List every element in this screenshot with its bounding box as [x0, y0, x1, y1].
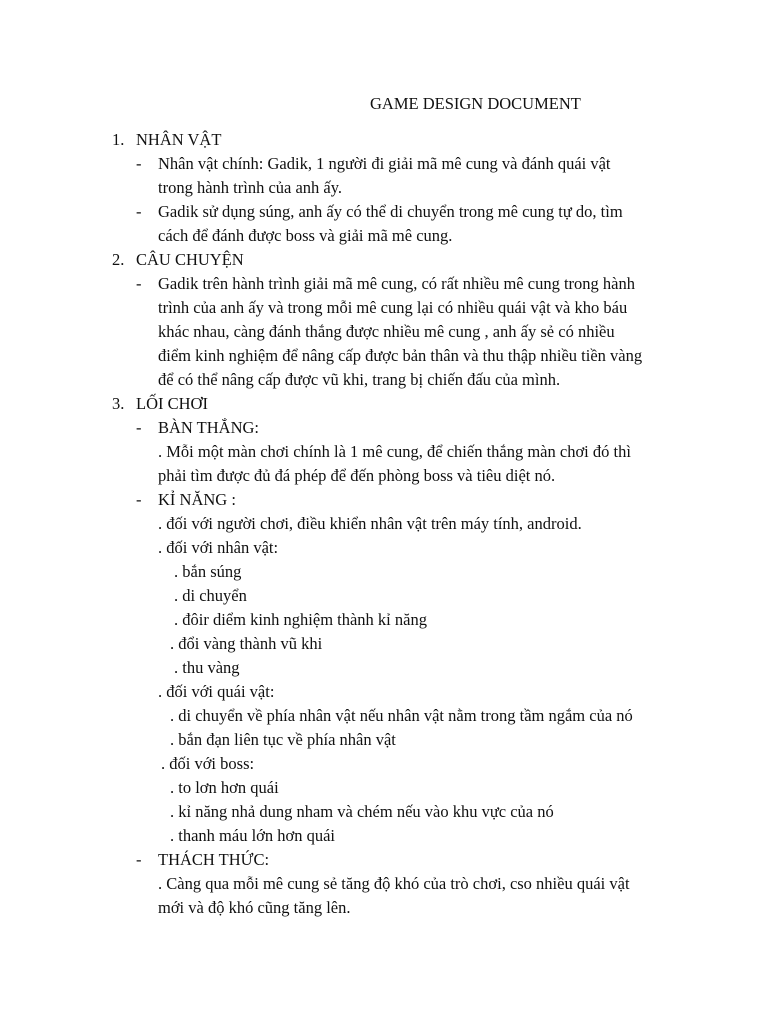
list-bullet: -	[136, 274, 142, 293]
subsection-heading-skills: KỈ NĂNG :	[158, 490, 236, 509]
paragraph-line: để có thể nâng cấp được vũ khi, trang bị chiến đấu của mình.	[158, 370, 561, 389]
paragraph-line: phải tìm được đủ đá phép để đến phòng boss và tiêu diệt nó.	[158, 466, 556, 485]
skill-line: . to lơn hơn quái	[170, 778, 279, 797]
subsection-heading-challenge: THÁCH THỨC:	[158, 850, 270, 869]
paragraph-line: Gadik trên hành trình giải mã mê cung, có rất nhiều mê cung trong hành	[158, 274, 635, 293]
paragraph-line: mới và độ khó cũng tăng lên.	[158, 898, 351, 917]
skill-line: . đối với người chơi, điều khiển nhân vật trên máy tính, android.	[158, 514, 582, 533]
skill-line: . bắn súng	[174, 562, 242, 581]
paragraph-line: Gadik sử dụng súng, anh ấy có thể di chuyển trong mê cung tự do, tìm	[158, 202, 623, 221]
skill-line: . di chuyển về phía nhân vật nếu nhân vật nằm trong tầm ngắm của nó	[170, 706, 633, 725]
paragraph-line: trình của anh ấy và trong mỗi mê cung lại có nhiều quái vật và kho báu	[158, 298, 628, 317]
section-heading-characters: NHÂN VẬT	[136, 130, 222, 149]
list-bullet: -	[136, 490, 142, 509]
section-heading-gameplay: LỐI CHƠI	[136, 394, 208, 413]
list-bullet: -	[136, 202, 142, 221]
section-number: 3.	[112, 394, 125, 413]
document-title: GAME DESIGN DOCUMENT	[370, 94, 581, 113]
skill-line: . đối với boss:	[161, 754, 255, 773]
list-bullet: -	[136, 154, 142, 173]
skill-line: . kỉ năng nhả dung nham và chém nếu vào khu vực của nó	[170, 802, 554, 821]
section-number: 2.	[112, 250, 125, 269]
skill-line: . đổi vàng thành vũ khi	[170, 634, 323, 653]
list-bullet: -	[136, 850, 142, 869]
skill-line: . đôir diểm kinh nghiệm thành kỉ năng	[174, 610, 427, 629]
subsection-heading-win: BÀN THẮNG:	[158, 418, 259, 437]
list-bullet: -	[136, 418, 142, 437]
skill-line: . bắn đạn liên tục về phía nhân vật	[170, 730, 396, 749]
paragraph-line: điểm kinh nghiệm để nâng cấp được bản thân và thu thập nhiều tiền vàng	[158, 346, 643, 365]
skill-line: . đối với nhân vật:	[158, 538, 279, 557]
skill-line: . đối với quái vật:	[158, 682, 275, 701]
paragraph-line: . Càng qua mỗi mê cung sẻ tăng độ khó của trò chơi, cso nhiều quái vật	[158, 874, 630, 893]
paragraph-line: . Mỗi một màn chơi chính là 1 mê cung, để chiến thắng màn chơi đó thì	[158, 442, 631, 461]
section-number: 1.	[112, 130, 125, 149]
paragraph-line: cách để đánh được boss và giải mã mê cung.	[158, 226, 453, 245]
skill-line: . di chuyển	[174, 586, 247, 605]
skill-line: . thu vàng	[174, 658, 240, 677]
paragraph-line: trong hành trình của anh ấy.	[158, 178, 343, 197]
paragraph-line: Nhân vật chính: Gadik, 1 người đi giải mã mê cung và đánh quái vật	[158, 154, 611, 173]
paragraph-line: khác nhau, càng đánh thắng được nhiều mê cung , anh ấy sẻ có nhiều	[158, 322, 615, 341]
section-heading-story: CÂU CHUYỆN	[136, 250, 244, 269]
skill-line: . thanh máu lớn hơn quái	[170, 826, 336, 845]
